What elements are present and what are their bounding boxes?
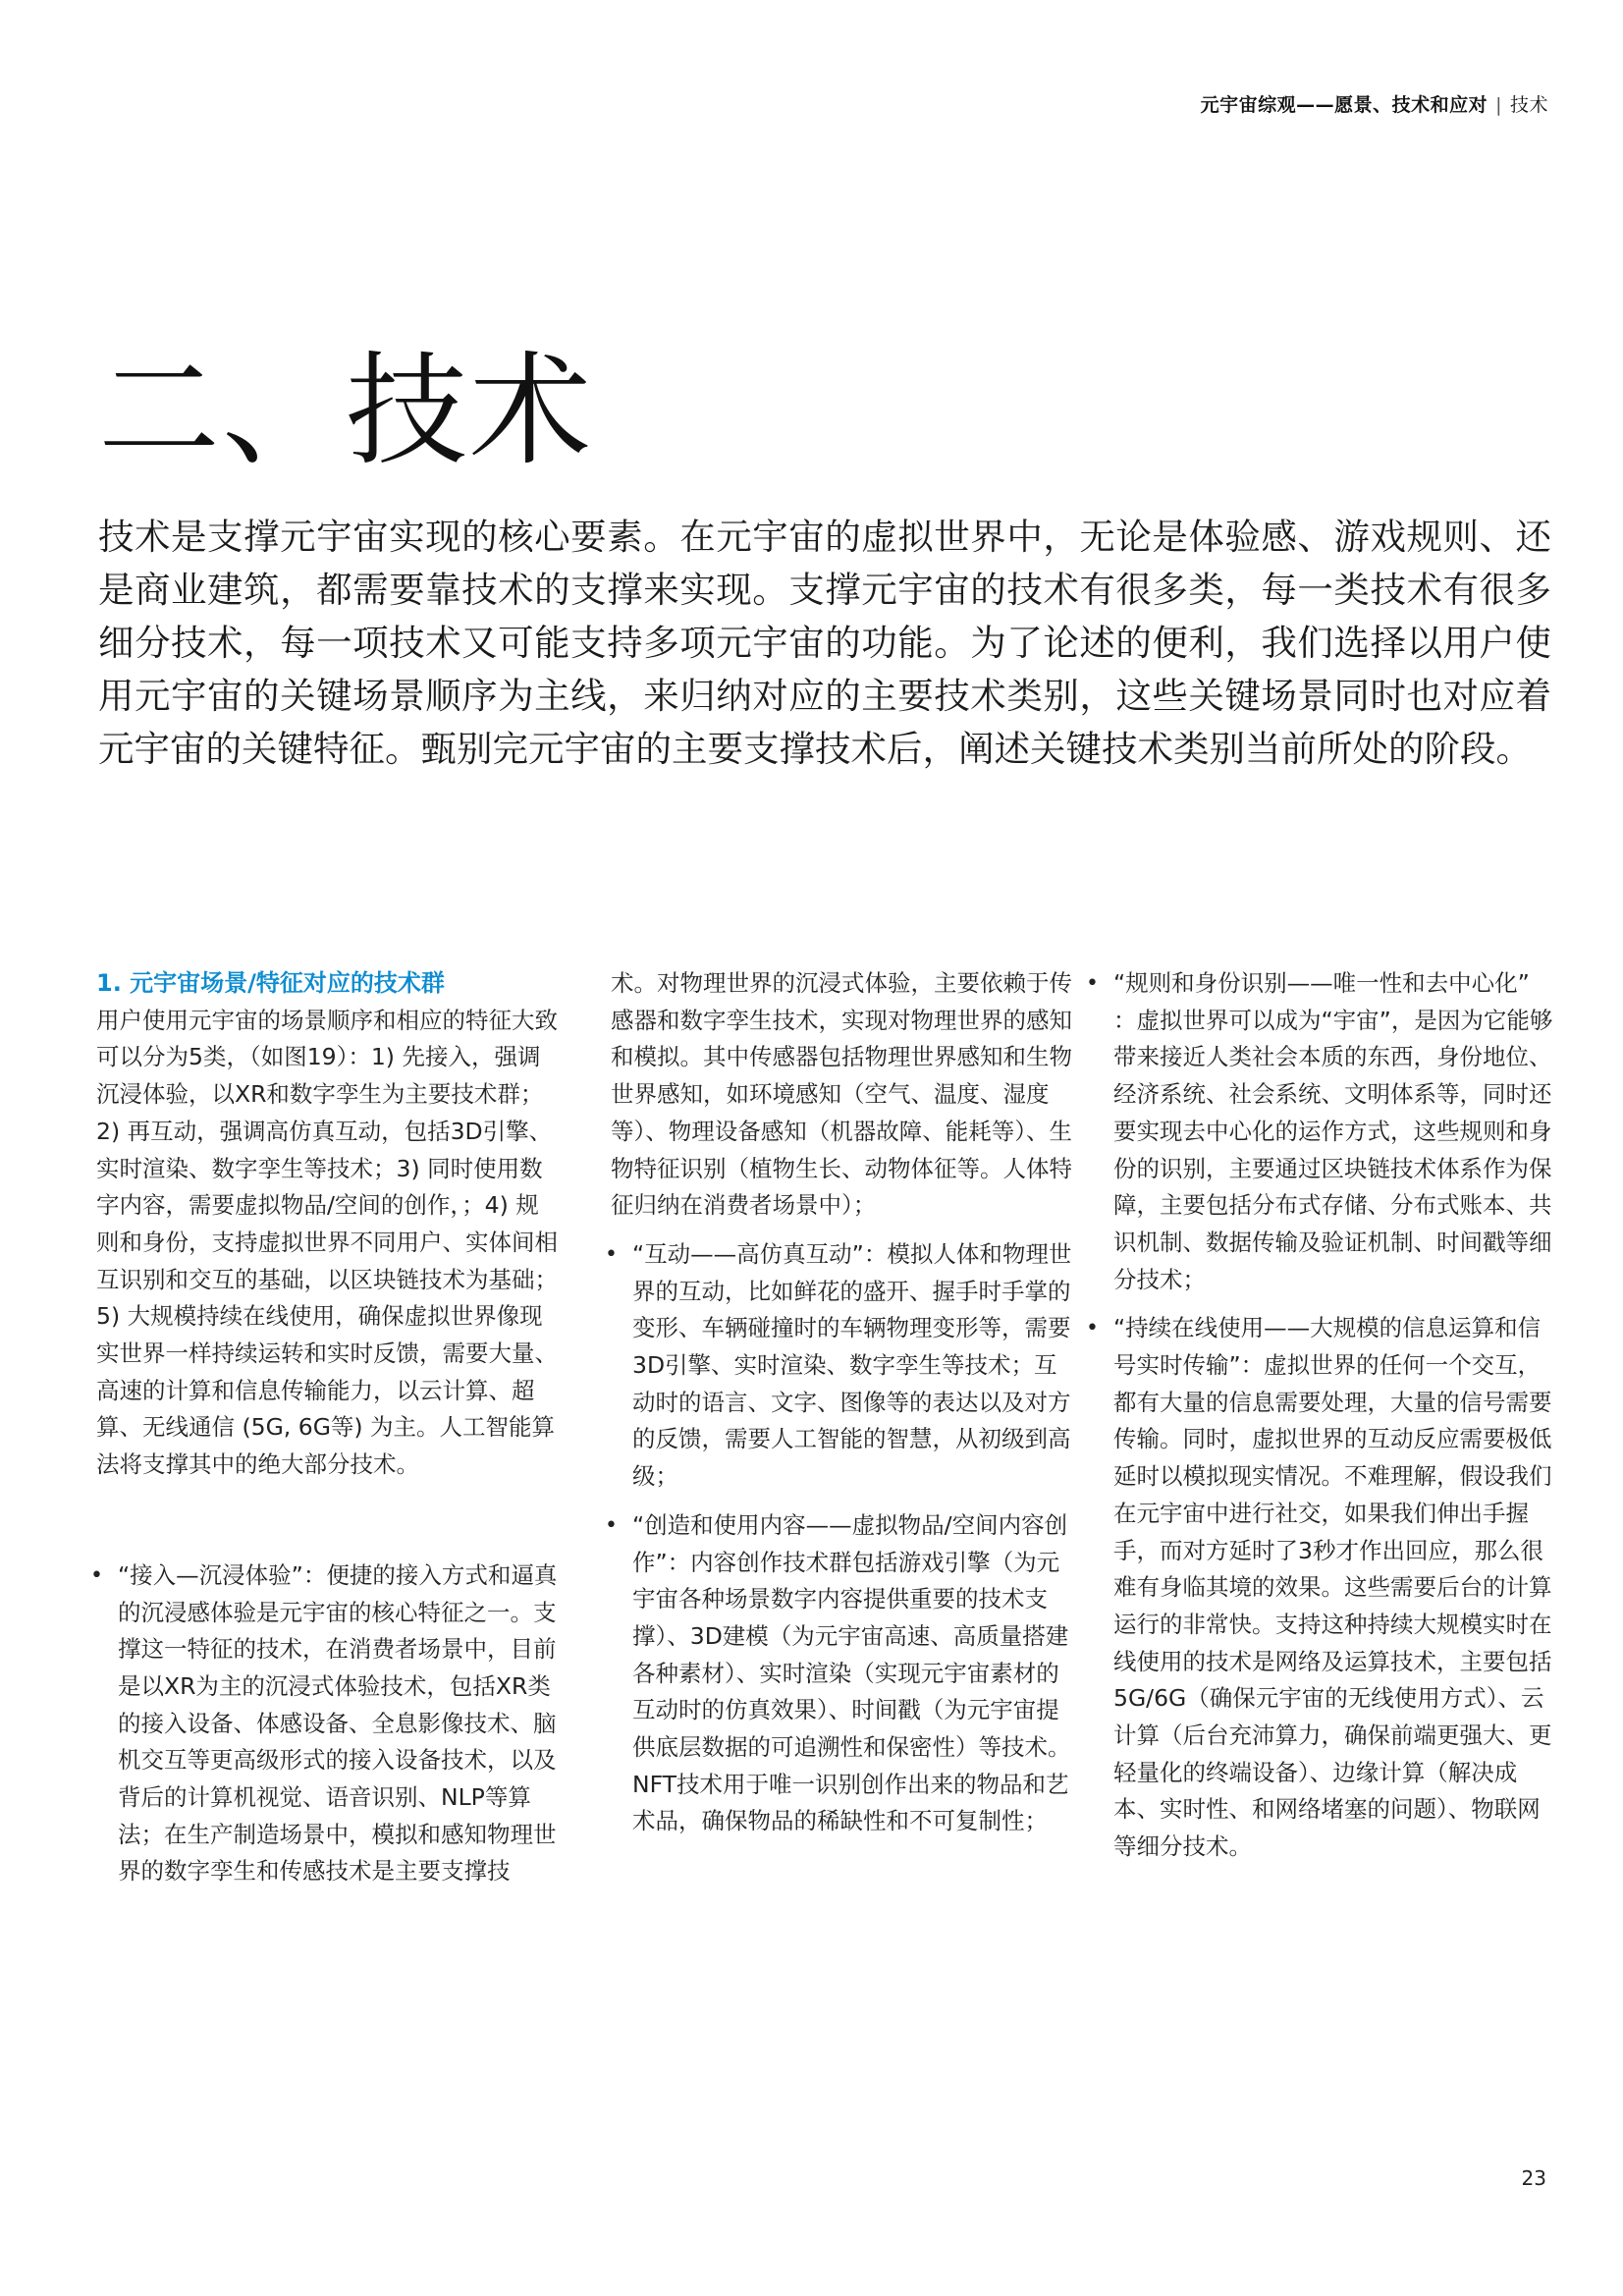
intro-paragraph: 技术是支撑元宇宙实现的核心要素。在元宇宙的虚拟世界中，无论是体验感、游戏规则、还是商业建筑，都需要靠技术的支撑来实现。支撑元宇宙的技术有很多类，每一类技术有很多细分技术，每一项技术又可能支持多项元宇宙的功能。为了论述的便利，我们选择以用户使用元宇宙的关键场景顺序为主线，来归纳对应的主要技术类别，这些关键场景同时也对应着元宇宙的关键特征。甄别完元宇宙的主要支撑技术后，阐述关键技术类别当前所处的阶段。: [98, 516, 1551, 770]
bullet-text: “创造和使用内容——虚拟物品/空间内容创作”：内容创作技术群包括游戏引擎（为元宇宙各种场景数字内容提供重要的技术支撑）、3D建模（为元宇宙高速、高质量搭建各种素材）、实时渲染（实现元宇宙素材的互动时的仿真效果）、时间戳（为元宇宙提供底层数据的可追溯性和保密性）等技术。 NFT技术用于唯一识别创作出来的物品和艺术品，确保物品的稀缺性和不可复制性；: [632, 1510, 1071, 1835]
bullet-text: “接入—沉浸体验”：便捷的接入方式和逼真的沉浸感体验是元宇宙的核心特征之一。支撑这一特征的技术，在消费者场景中，目前是以XR为主的沉浸式体验技术，包括XR类的接入设备、体感设备、全息影像技术、脑机交互等更高级形式的接入设备技术，以及背后的计算机视觉、语音识别、NLP等算法；在生产制造场景中，模拟和感知物理世界的数字孪生和传感技术是主要支撑技: [118, 1560, 558, 1886]
header-doc-title: 元宇宙综观——愿景、技术和应对: [1200, 94, 1488, 116]
bullet-item-content-creation: [605, 1507, 1072, 1840]
column-1: [90, 965, 558, 1902]
bullet-text: “持续在线使用——大规模的信息运算和信号实时传输”：虚拟世界的任何一个交互，都有大量的信息需要处理，大量的信号需要传输。同时，虚拟世界的互动反应需要极低延时以模拟现实情况。不难理解，假设我们在元宇宙中进行社交，如果我们伸出手握手，而对方延时了3秒才作出回应，那么很难有身临其境的效果。这些需要后台的计算运行的非常快。支持这种持续大规模实时在线使用的技术是网络及运算技术，主要包括5G/6G（确保元宇宙的无线使用方式）、云计算（后台充沛算力，确保前端更强大、更轻量化的终端设备）、边缘计算（解决成本、实时性、和网络堵塞的问题）、物联网等细分技术。: [1113, 1314, 1552, 1861]
header-separator: |: [1495, 94, 1502, 116]
bullet-text: “规则和身份识别——唯一性和去中心化” ：虚拟世界可以成为“宇宙”，是因为它能够带来接近人类社会本质的东西，身份地位、经济系统、社会系统、文明体系等，同时还要实现去中心化的运作方式，这些规则和身份的识别，主要通过区块链技术体系作为保障，主要包括分布式存储、分布式账本、共识机制、数据传输及验证机制、时间戳等细分技术；: [1113, 969, 1553, 1293]
subsection-paragraph: 用户使用元宇宙的场景顺序和相应的特征大致可以分为5类，（如图19）：1) 先接入，强调沉浸体验，以XR和数字孪生为主要技术群；2) 再互动，强调高仿真互动，包括3D引擎、实时渲染、数字孪生等技术；3) 同时使用数字内容，需要虚拟物品/空间的创作，；4) 规则和身份，支持虚拟世界不同用户、实体间相互识别和交互的基础，以区块链技术为基础；5) 大规模持续在线使用，确保虚拟世界像现实世界一样持续运转和实时反馈，需要大量、高速的计算和信息传输能力，以云计算、超算、无线通信 (5G, 6G等) 为主。人工智能算法将支撑其中的绝大部分技术。: [96, 1006, 558, 1479]
bullet-item-continuous-online: [1086, 1310, 1553, 1866]
bullet-item-interaction: [605, 1236, 1072, 1496]
bullet-list: [1086, 965, 1553, 1866]
section-title: 二、技术: [98, 341, 594, 482]
bullet-list: [90, 1558, 558, 1890]
bullet-icon: •: [605, 1512, 618, 1538]
column-3: [1086, 965, 1553, 1878]
spacer: [96, 1484, 558, 1558]
page-number: 23: [1521, 2166, 1546, 2190]
subsection-heading: 1. 元宇宙场景/特征对应的技术群: [96, 969, 445, 997]
bullet-icon: •: [1086, 971, 1099, 996]
bullet-item-access: [90, 1558, 558, 1890]
running-header: [1201, 90, 1548, 117]
bullet-icon: •: [1086, 1316, 1099, 1341]
header-section: 技术: [1509, 94, 1548, 116]
bullet-item-access-continued: [611, 965, 1072, 1225]
bullet-item-rules-identity: [1086, 965, 1553, 1298]
bullet-icon: •: [605, 1241, 618, 1267]
bullet-text: “互动——高仿真互动”：模拟人体和物理世界的互动，比如鲜花的盛开、握手时手掌的变形、车辆碰撞时的车辆物理变形等，需要3D引擎、实时渲染、数字孪生等技术；互动时的语言、文字、图像等的表达以及对方的反馈，需要人工智能的智慧，从初级到高级；: [632, 1239, 1072, 1491]
bullet-text: 术。对物理世界的沉浸式体验，主要依赖于传感器和数字孪生技术，实现对物理世界的感知和模拟。其中传感器包括物理世界感知和生物世界感知，如环境感知（空气、温度、湿度等）、物理设备感知（机器故障、能耗等）、生物特征识别（植物生长、动物体征等。人体特征归纳在消费者场景中）；: [611, 969, 1072, 1220]
bullet-icon: •: [90, 1562, 103, 1588]
bullet-list: [605, 965, 1072, 1840]
column-2: [605, 965, 1072, 1852]
